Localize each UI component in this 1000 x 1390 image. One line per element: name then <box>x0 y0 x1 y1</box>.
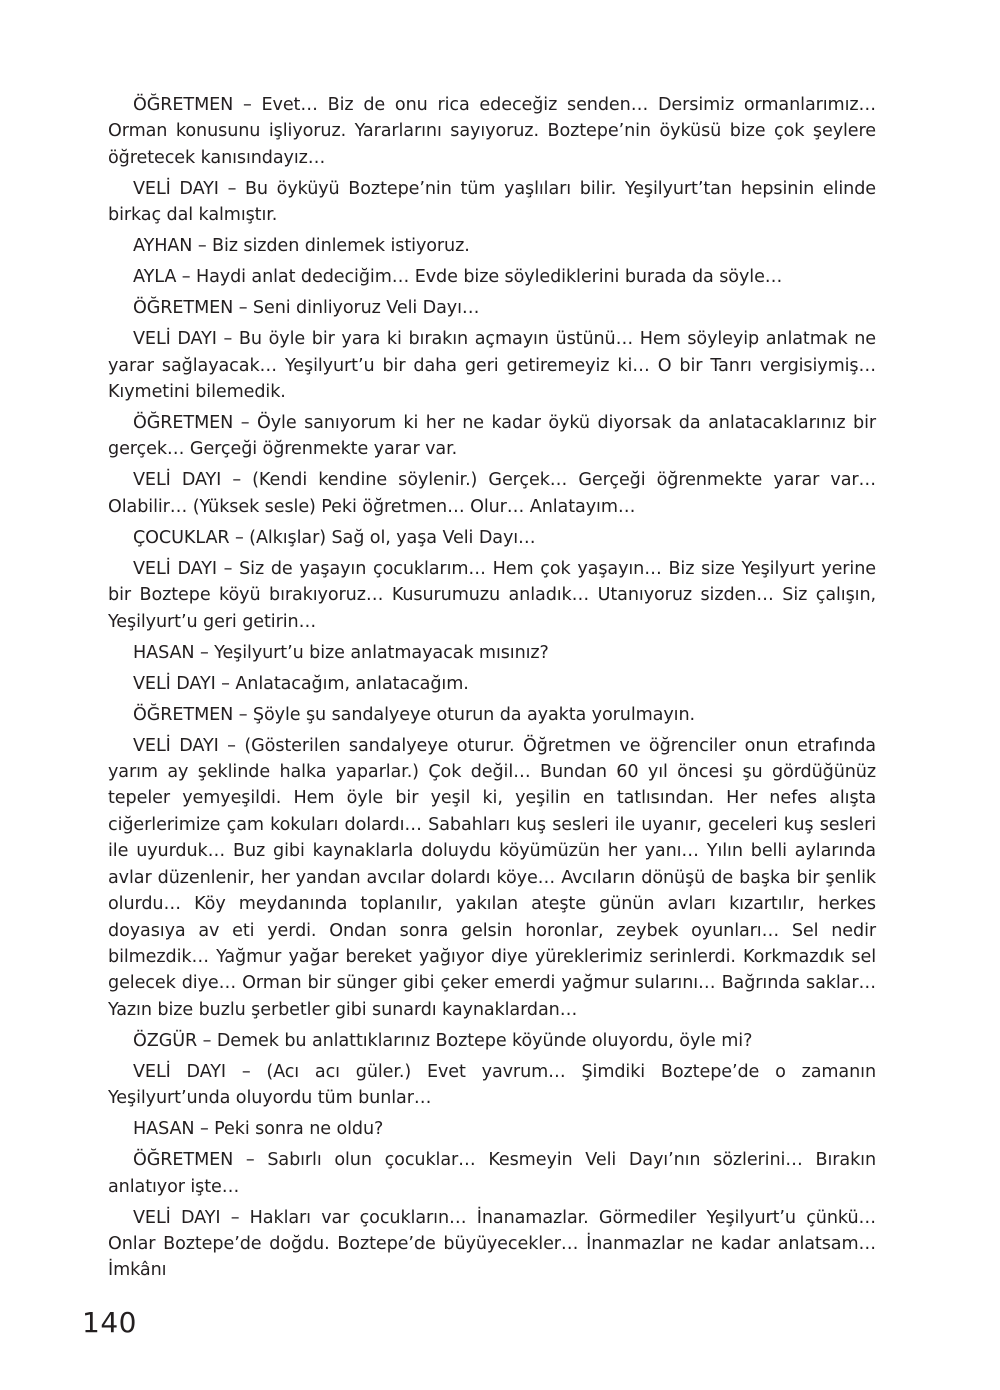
dialogue-paragraph: AYHAN – Biz sizden dinlemek istiyoruz. <box>133 236 470 257</box>
dialogue-paragraph: VELİ DAYI – (Acı acı güler.) Evet yavrum… Şimdiki Boztepe’de o zamanın Yeşilyurt’unda oluyordu tüm bunlar… <box>108 1061 876 1109</box>
dialogue-paragraph: ÖZGÜR – Demek bu anlattıklarınız Boztepe köyünde oluyordu, öyle mi? <box>133 1030 753 1051</box>
dialogue-paragraph: VELİ DAYI – (Kendi kendine söylenir.) Gerçek… Gerçeği öğrenmekte yarar var… Olabilir… (Yüksek sesle) Peki öğretmen… Olur… Anlatayım… <box>108 470 876 517</box>
page-number: 140 <box>82 1306 137 1339</box>
dialogue-paragraph: ÖĞRETMEN – Sabırlı olun çocuklar… Kesmeyin Veli Dayı’nın sözlerini… Bırakın anlatıyor işte… <box>108 1150 876 1197</box>
dialogue-paragraph: VELİ DAYI – Siz de yaşayın çocuklarım… Hem çok yaşayın… Biz size Yeşilyurt yerine bir Boztepe köyü bırakıyoruz… Kusurumuzu anladık… Utanıyoruz sizden… Siz çalışın, Yeşilyurt’u geri getirin… <box>108 558 876 632</box>
dialogue-paragraph: ÖĞRETMEN – Evet… Biz de onu rica edeceğiz senden… Dersimiz ormanlarımız… Orman konusunu işliyoruz. Yararlarını sayıyoruz. Boztepe’nin öyküsü bize çok şeylere öğretecek kanısındayız… <box>108 95 876 168</box>
dialogue-text-block <box>108 92 876 1288</box>
dialogue-paragraph: VELİ DAYI – Bu öyle bir yara ki bırakın açmayın üstünü… Hem söyleyip anlatmak ne yarar sağlayacak… Yeşilyurt’u bir daha geri getiremeyiz ki… O bir Tanrı vergisiymiş… Kıymetini bilemedik. <box>108 329 876 403</box>
dialogue-paragraph: VELİ DAYI – Anlatacağım, anlatacağım. <box>133 673 469 694</box>
dialogue-paragraph: ÖĞRETMEN – Seni dinliyoruz Veli Dayı… <box>133 298 480 319</box>
dialogue-paragraph: AYLA – Haydi anlat dedeciğim… Evde bize söylediklerini burada da söyle… <box>133 267 783 288</box>
dialogue-paragraph: ÖĞRETMEN – Şöyle şu sandalyeye oturun da ayakta yorulmayın. <box>133 704 695 725</box>
dialogue-paragraph: VELİ DAYI – (Gösterilen sandalyeye oturur. Öğretmen ve öğrenciler onun etrafında yarım ay şeklinde halka yaparlar.) Çok değil… Bundan 60 yıl öncesi şu gördüğünüz tepeler yemyeşildi. Hem öyle bir yeşil ki, yeşilin en tatlısından. Her nefes alışta ciğerlerimize çam kokuları dolardı… Sabahları kuş sesleri ile uyanır, geceleri kuş sesleri ile uyurduk… Buz gibi kaynaklarla doluydu köyümüzün her yanı… Yılın belli aylarında avlar düzenlenir, her yandan avcılar dolardı köye… Avcıların dönüşü de başka bir şenlik olurdu… Köy meydanında toplanılır, yakılan ateşte günün avları kızartılır, herkes doyasıya av eti yerdi. Ondan sonra gelsin horonlar, zeybek oyunları… Sel nedir bilmezdik… Yağmur yağar bereket yağıyor diye yüreklerimiz serinlerdi. Korkmazdık sel gelecek diye… Orman bir sünger gibi çeker emerdi yağmur sularını… Bağrında saklar… Yazın bize buzlu şerbetler gibi sunardı kaynaklardan… <box>108 735 876 1020</box>
dialogue-paragraph: ÖĞRETMEN – Öyle sanıyorum ki her ne kadar öykü diyorsak da anlatacaklarınız bir gerçek… Gerçeği öğrenmekte yarar var. <box>108 413 876 460</box>
dialogue-paragraph: ÇOCUKLAR – (Alkışlar) Sağ ol, yaşa Veli Dayı… <box>133 527 536 548</box>
dialogue-paragraph: HASAN – Yeşilyurt’u bize anlatmayacak mısınız? <box>133 642 549 663</box>
dialogue-paragraph: VELİ DAYI – Hakları var çocukların… İnanamazlar. Görmediler Yeşilyurt’u çünkü… Onlar Boztepe’de doğdu. Boztepe’de büyüyecekler… İnanmazlar ne kadar anlatsam… İmkânı <box>108 1207 876 1281</box>
dialogue-paragraph: HASAN – Peki sonra ne oldu? <box>133 1119 384 1140</box>
dialogue-paragraph: VELİ DAYI – Bu öyküyü Boztepe’nin tüm yaşlıları bilir. Yeşilyurt’tan hepsinin elinde birkaç dal kalmıştır. <box>108 178 876 226</box>
